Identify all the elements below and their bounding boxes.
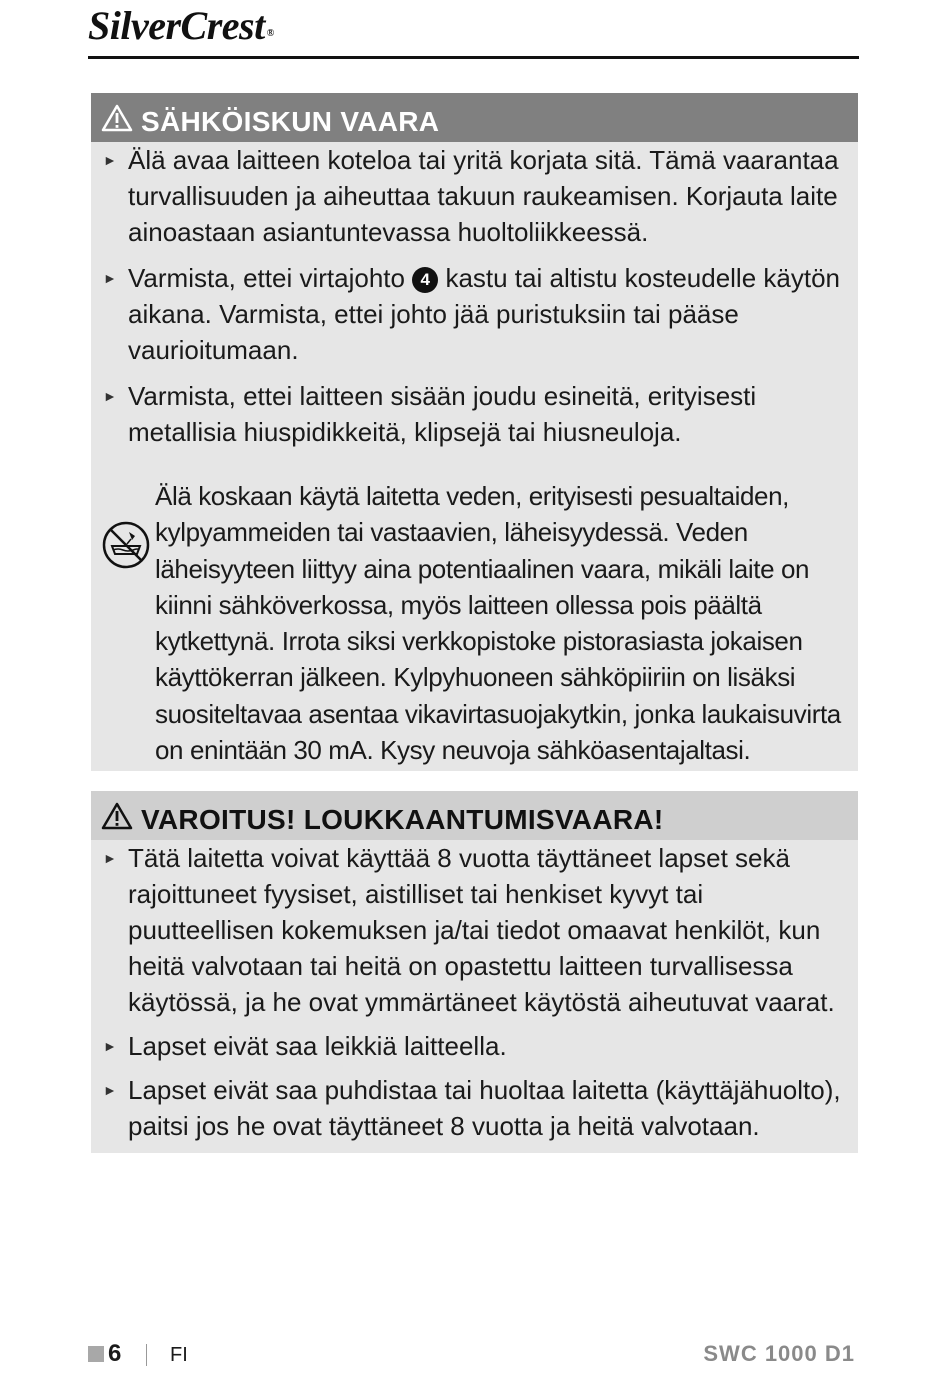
electric-shock-section xyxy=(91,93,858,771)
no-bath-icon xyxy=(101,520,151,570)
language-code: FI xyxy=(170,1344,188,1366)
list-item: ► Varmista, ettei virtajohto 4 kastu tai altistu kosteudelle käytön aikana. Varmista, ettei johto jää puristuksiin tai pääse vaurioitumaan. xyxy=(91,260,858,368)
bullet-icon: ► xyxy=(103,1038,117,1054)
list-item: ► Lapset eivät saa leikkiä laitteella. xyxy=(91,1028,858,1064)
bullet-icon: ► xyxy=(103,270,117,286)
list-item: ► Tätä laitetta voivat käyttää 8 vuotta täyttäneet lapset sekä rajoittuneet fyysiset, aistilliset tai henkiset kyvyt tai puutteellisen kokemuksen ja/tai tiedot omaavat henkilöt, kun heitä valvotaan tai heitä on opastettu laitteen turvallisessa käytössä, ja he ovat ymmärtäneet käytöstä aiheutuvat vaarat. xyxy=(91,840,858,1020)
section-title: SÄHKÖISKUN VAARA xyxy=(141,105,440,137)
list-item: ► Varmista, ettei laitteen sisään joudu esineitä, erityisesti metallisia hiuspidikkeitä, klipsejä tai hiusneuloja. xyxy=(91,378,858,450)
warning-triangle-icon xyxy=(101,104,133,132)
part-reference-badge: 4 xyxy=(412,267,438,293)
page-number: 6 xyxy=(108,1340,122,1367)
warning-triangle-icon xyxy=(101,802,133,830)
footer-divider xyxy=(146,1344,147,1366)
brand-logo: SilverCrest ® xyxy=(88,3,274,48)
footer-marker xyxy=(88,1346,104,1362)
model-number: SWC 1000 D1 xyxy=(703,1341,855,1366)
list-item: ► Lapset eivät saa puhdistaa tai huoltaa laitetta (käyttäjähuolto), paitsi jos he ovat täyttäneet 8 vuotta ja heitä valvotaan. xyxy=(91,1072,858,1144)
bullet-icon: ► xyxy=(103,152,117,168)
list-item: ► Älä avaa laitteen koteloa tai yritä korjata sitä. Tämä vaarantaa turvallisuuden ja aiheuttaa takuun raukeamisen. Korjauta laite ainoastaan asiantuntevassa huoltoliikkeessä. xyxy=(91,142,858,250)
electric-shock-header xyxy=(91,93,858,142)
header-rule xyxy=(88,56,859,59)
injury-header xyxy=(91,791,858,840)
hazard-list xyxy=(91,142,858,450)
bullet-icon: ► xyxy=(103,850,117,866)
injury-section xyxy=(91,791,858,1153)
bullet-icon: ► xyxy=(103,1082,117,1098)
section-title: VAROITUS! LOUKKAANTUMISVAARA! xyxy=(141,803,664,835)
bullet-icon: ► xyxy=(103,388,117,404)
water-warning-note: Älä koskaan käytä laitetta veden, erityisesti pesualtaiden, kylpyammeiden tai vastaavien, läheisyydessä. Veden läheisyyteen liittyy aina potentiaalinen vaara, mikäli laite on kiinni sähköverkossa, myös laitteen ollessa pois päältä kytkettynä. Irrota siksi verkkopistoke pistorasiasta jokaisen käyttökerran jälkeen. Kylpyhuoneen sähköpiiriin on lisäksi suositeltavaa asentaa vikavirtasuojakytkin, jonka laukaisuvirta on enintään 30 mA. Kysy neuvoja sähköasentajaltasi. xyxy=(155,481,841,766)
hazard-list xyxy=(91,840,858,1144)
